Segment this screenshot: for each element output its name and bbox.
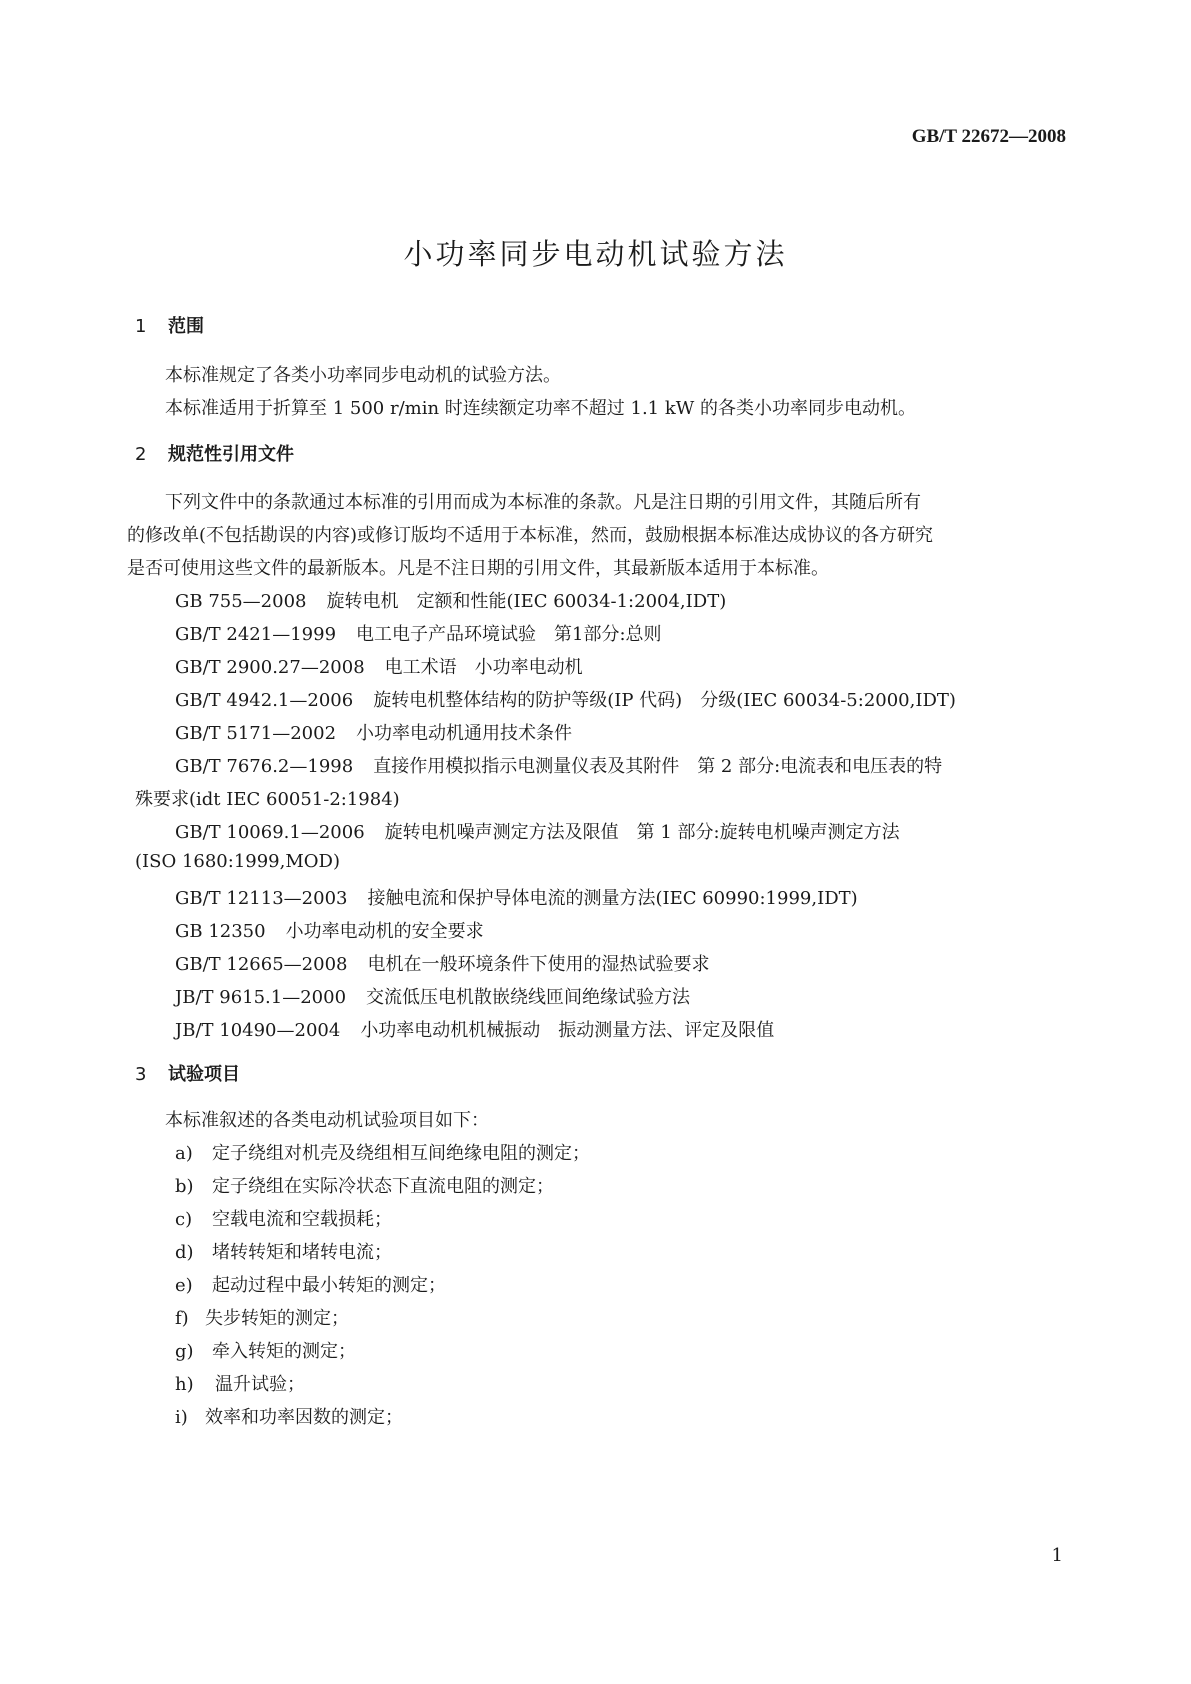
section-title: 规范性引用文件 [168,444,294,465]
reference-code: GB/T 4942.1—2006 [175,690,354,711]
list-item [175,1403,403,1429]
reference-code: GB/T 12665—2008 [175,954,348,975]
reference-item [175,917,484,943]
list-item [175,1238,392,1264]
section-2-intro-line: 的修改单(不包括勘误的内容)或修订版均不适用于本标准，然而，鼓励根据本标准达成协议的各方研究 [127,525,934,546]
document-title: 小功率同步电动机试验方法 [403,237,788,271]
reference-title: 电工术语 小功率电动机 [384,657,583,678]
list-text: 定子绕组对机壳及绕组相互间绝缘电阻的测定； [212,1143,590,1164]
list-marker: f) [175,1308,189,1329]
list-text: 牵入转矩的测定； [212,1341,356,1362]
list-text: 起动过程中最小转矩的测定； [212,1275,446,1296]
section-1-paragraph: 本标准适用于折算至 1 500 r/min 时连续额定功率不超过 1.1 kW 的各类小功率同步电动机。 [165,398,916,419]
reference-item [175,752,942,778]
section-2-intro-line: 是否可使用这些文件的最新版本。凡是不注日期的引用文件，其最新版本适用于本标准。 [127,558,829,579]
reference-item [175,587,726,613]
reference-continuation: 殊要求(idt IEC 60051-2:1984) [135,789,400,810]
list-marker: i) [175,1407,188,1428]
reference-code: GB/T 5171—2002 [175,723,337,744]
reference-item [175,653,583,679]
page-number: 1 [1051,1545,1063,1566]
reference-title: 旋转电机整体结构的防护等级(IP 代码) 分级(IEC 60034-5:2000,IDT) [373,690,956,711]
reference-code: GB/T 7676.2—1998 [175,756,354,777]
reference-code: GB 755—2008 [175,591,307,612]
section-title: 试验项目 [168,1064,240,1085]
list-marker: d) [175,1242,194,1263]
reference-title: 小功率电动机通用技术条件 [356,723,573,744]
list-item [175,1337,356,1363]
list-marker: b) [175,1176,194,1197]
reference-title: 接触电流和保护导体电流的测量方法(IEC 60990:1999,IDT) [367,888,858,909]
list-marker: e) [175,1275,193,1296]
reference-title: 电工电子产品环境试验 第1部分:总则 [356,624,662,645]
list-marker: a) [175,1143,193,1164]
reference-code: GB 12350 [175,921,266,942]
reference-item [175,884,858,910]
reference-code: GB/T 2421—1999 [175,624,337,645]
reference-code: GB/T 10069.1—2006 [175,822,365,843]
reference-code: GB/T 2900.27—2008 [175,657,365,678]
list-text: 失步转矩的测定； [205,1308,349,1329]
reference-code: JB/T 10490—2004 [175,1020,341,1041]
reference-item [175,983,690,1009]
section-2-intro-line: 下列文件中的条款通过本标准的引用而成为本标准的条款。凡是注日期的引用文件，其随后所有 [165,492,921,513]
list-marker: h) [175,1374,194,1395]
section-number: 3 [135,1064,147,1085]
list-item [175,1172,554,1198]
reference-title: 小功率电动机的安全要求 [285,921,484,942]
list-item [175,1271,446,1297]
standard-number: GB/T 22672—2008 [911,126,1066,147]
section-number: 2 [135,444,147,465]
list-text: 温升试验； [215,1374,305,1395]
list-item [175,1205,392,1231]
reference-code: GB/T 12113—2003 [175,888,348,909]
reference-title: 交流低压电机散嵌绕线匝间绝缘试验方法 [366,987,691,1008]
reference-continuation: (ISO 1680:1999,MOD) [135,851,340,872]
section-number: 1 [135,316,147,337]
reference-title: 旋转电机 定额和性能(IEC 60034-1:2004,IDT) [326,591,727,612]
reference-item [175,620,662,646]
list-marker: g) [175,1341,194,1362]
section-1-paragraph: 本标准规定了各类小功率同步电动机的试验方法。 [165,365,561,386]
list-text: 定子绕组在实际冷状态下直流电阻的测定； [212,1176,554,1197]
reference-item [175,1016,774,1042]
section-title: 范围 [168,316,204,337]
reference-title: 电机在一般环境条件下使用的湿热试验要求 [367,954,710,975]
reference-title: 旋转电机噪声测定方法及限值 第 1 部分:旋转电机噪声测定方法 [384,822,900,843]
reference-item [175,950,709,976]
reference-item [175,818,900,844]
list-text: 堵转转矩和堵转电流； [212,1242,392,1263]
reference-item [175,719,572,745]
list-marker: c) [175,1209,193,1230]
section-2-heading [135,440,294,466]
list-item [175,1370,305,1396]
list-item [175,1304,349,1330]
list-item [175,1139,590,1165]
section-1-heading [135,312,204,338]
reference-code: JB/T 9615.1—2000 [175,987,347,1008]
section-3-heading [135,1060,240,1086]
reference-title: 直接作用模拟指示电测量仪表及其附件 第 2 部分:电流表和电压表的特 [373,756,943,777]
list-text: 空载电流和空载损耗； [212,1209,392,1230]
list-text: 效率和功率因数的测定； [205,1407,403,1428]
reference-title: 小功率电动机机械振动 振动测量方法、评定及限值 [360,1020,775,1041]
section-3-intro: 本标准叙述的各类电动机试验项目如下： [165,1110,489,1131]
reference-item [175,686,956,712]
